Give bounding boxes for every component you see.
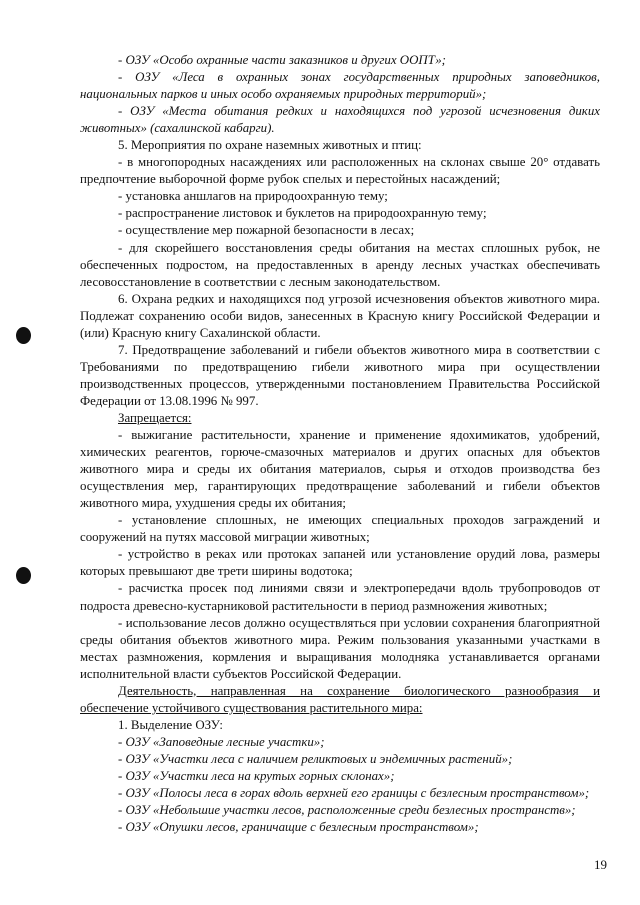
paragraph: - ОЗУ «Особо охранные части заказников и других ООПТ»;: [118, 53, 446, 67]
paragraph: - ОЗУ «Небольшие участки лесов, расположенные среди безлесных пространств»;: [118, 803, 576, 818]
section-heading: [80, 410, 600, 427]
section-heading-text: Деятельность, направленная на сохранение биологического разнообразия и обеспечение устойчивого существования растительного мира:: [80, 683, 600, 715]
section-heading: [80, 683, 600, 717]
paragraph: - ОЗУ «Места обитания редких и находящихся под угрозой исчезновения диких животных» (сахалинской кабарги).: [80, 104, 600, 136]
paragraph: - установление сплошных, не имеющих специальных проходов заграждений и сооружений на путях массовой миграции животных;: [80, 513, 600, 545]
paragraph: - выжигание растительности, хранение и применение ядохимикатов, удобрений, химических реагентов, горюче-смазочных материалов и других опасных для объектов животного мира и среды их обитания материалов, сырья и отходов производства без осуществления мер, гарантирующих предотвращение заболеваний и гибели объектов животного мира, ухудшения среды их обитания;: [80, 428, 600, 511]
page-body: [80, 52, 600, 836]
paragraph: - ОЗУ «Участки леса с наличием реликтовых и эндемичных растений»;: [118, 751, 513, 766]
paragraph: - ОЗУ «Леса в охранных зонах государственных природных заповедников, национальных парков и иных особо охраняемых природных территорий»;: [80, 70, 600, 102]
paragraph: - ОЗУ «Полосы леса в горах вдоль верхней его границы с безлесным пространством»;: [118, 786, 590, 801]
paragraph: 6. Охрана редких и находящихся под угрозой исчезновения объектов животного мира. Подлежат сохранению особи видов, занесенных в Красную книгу Российской Федерации и (или) Красную книгу Сахалинской области.: [80, 291, 600, 340]
paragraph: - ОЗУ «Участки леса на крутых горных склонах»;: [118, 768, 395, 783]
binder-hole: [16, 567, 31, 584]
paragraph: - для скорейшего восстановления среды обитания на местах сплошных рубок, не обеспеченных подростом, на предоставленных в аренду лесных участках обеспечивать лесовосстановление в соответствии с лесным законодательством.: [80, 240, 600, 289]
paragraph: - ОЗУ «Заповедные лесные участки»;: [118, 734, 325, 749]
section-heading-text: Запрещается:: [118, 410, 192, 425]
paragraph: 1. Выделение ОЗУ:: [118, 717, 223, 732]
paragraph: - в многопородных насаждениях или расположенных на склонах свыше 20° отдавать предпочтение выборочной форме рубок спелых и перестойных насаждений;: [80, 155, 600, 187]
paragraph: - распространение листовок и буклетов на природоохранную тему;: [118, 206, 487, 221]
paragraph: - установка аншлагов на природоохранную тему;: [118, 189, 388, 204]
page-number: 19: [594, 857, 607, 872]
paragraph: - расчистка просек под линиями связи и электропередачи вдоль трубопроводов от подроста древесно-кустарниковой растительности в период размножения животных;: [80, 581, 600, 613]
paragraph: - устройство в реках или протоках запаней или установление орудий лова, размеры которых превышают две трети ширины водотока;: [80, 547, 600, 579]
paragraph: - использование лесов должно осуществляться при условии сохранения благоприятной среды обитания объектов животного мира. Режим пользования указанными участками в местах размножения, кормления и выращивания молодняка устанавливается органами исполнительной власти субъектов Российской Федерации.: [80, 615, 600, 681]
paragraph: 5. Мероприятия по охране наземных животных и птиц:: [118, 138, 422, 153]
paragraph: - ОЗУ «Опушки лесов, граничащие с безлесным пространством»;: [118, 820, 479, 835]
binder-hole: [16, 327, 31, 344]
paragraph: 7. Предотвращение заболеваний и гибели объектов животного мира в соответствии с Требованиями по предотвращению гибели животного мира при осуществлении производственных процессов, утвержденными постановлением Правительства Российской Федерации от 13.08.1996 № 997.: [80, 342, 600, 408]
paragraph: - осуществление мер пожарной безопасности в лесах;: [118, 223, 415, 238]
